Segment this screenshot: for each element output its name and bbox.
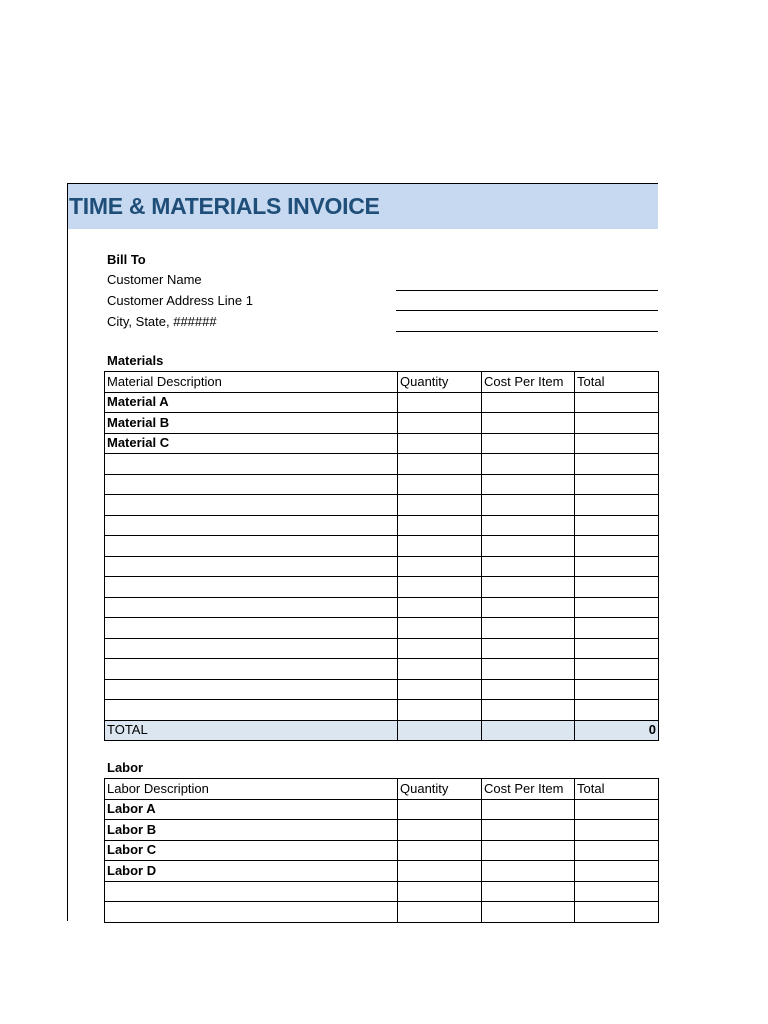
materials-total-cost-cell[interactable] (482, 720, 575, 741)
materials-description-cell[interactable] (105, 474, 398, 495)
materials-blank-row (105, 495, 659, 516)
materials-total-cell[interactable] (575, 597, 659, 618)
materials-description-cell[interactable] (105, 638, 398, 659)
materials-cost-cell[interactable] (482, 659, 575, 680)
materials-blank-row (105, 536, 659, 557)
materials-cost-cell[interactable] (482, 679, 575, 700)
materials-header-cell: Cost Per Item (482, 372, 575, 393)
city-state-line[interactable] (396, 331, 658, 332)
labor-heading: Labor (107, 760, 144, 775)
labor-cost-cell[interactable] (482, 861, 575, 882)
labor-cost-cell[interactable] (482, 881, 575, 902)
customer-address-line[interactable] (396, 310, 658, 311)
labor-header-cell: Labor Description (105, 779, 398, 800)
materials-blank-row (105, 577, 659, 598)
materials-quantity-cell[interactable] (398, 413, 482, 434)
materials-header-row (105, 372, 659, 393)
labor-total-cell[interactable] (575, 820, 659, 841)
city-state-label: City, State, ###### (107, 314, 217, 329)
materials-cost-cell[interactable] (482, 413, 575, 434)
materials-quantity-cell[interactable] (398, 577, 482, 598)
customer-name-label: Customer Name (107, 272, 202, 287)
materials-description-cell[interactable] (105, 556, 398, 577)
labor-description-cell[interactable] (105, 902, 398, 923)
labor-cost-cell[interactable] (482, 799, 575, 820)
materials-blank-row (105, 618, 659, 639)
invoice-title: TIME & MATERIALS INVOICE (69, 193, 380, 219)
materials-table (104, 371, 659, 741)
materials-blank-row (105, 556, 659, 577)
materials-description-cell[interactable] (105, 597, 398, 618)
materials-total-cell[interactable] (575, 474, 659, 495)
materials-total-cell[interactable] (575, 392, 659, 413)
materials-description-cell[interactable] (105, 515, 398, 536)
materials-cost-cell[interactable] (482, 700, 575, 721)
labor-row (105, 799, 659, 820)
materials-cost-cell[interactable] (482, 515, 575, 536)
materials-description-cell[interactable] (105, 536, 398, 557)
labor-header-cell: Quantity (398, 779, 482, 800)
materials-total-cell[interactable] (575, 413, 659, 434)
materials-total-quantity-cell[interactable] (398, 720, 482, 741)
labor-description-cell[interactable] (105, 881, 398, 902)
labor-header-cell: Total (575, 779, 659, 800)
materials-quantity-cell[interactable] (398, 515, 482, 536)
materials-blank-row (105, 659, 659, 680)
materials-total-cell[interactable] (575, 700, 659, 721)
materials-total-cell[interactable] (575, 679, 659, 700)
materials-total-cell[interactable] (575, 556, 659, 577)
materials-cost-cell[interactable] (482, 433, 575, 454)
materials-header-cell: Quantity (398, 372, 482, 393)
labor-total-cell[interactable] (575, 881, 659, 902)
materials-description-cell[interactable] (105, 700, 398, 721)
materials-description-cell[interactable] (105, 454, 398, 475)
labor-blank-row (105, 902, 659, 923)
labor-cost-cell[interactable] (482, 902, 575, 923)
materials-total-cell[interactable] (575, 433, 659, 454)
labor-header-row (105, 779, 659, 800)
materials-quantity-cell[interactable] (398, 659, 482, 680)
materials-quantity-cell[interactable] (398, 679, 482, 700)
materials-total-cell[interactable] (575, 659, 659, 680)
materials-cost-cell[interactable] (482, 495, 575, 516)
materials-quantity-cell[interactable] (398, 454, 482, 475)
materials-row (105, 433, 659, 454)
materials-cost-cell[interactable] (482, 536, 575, 557)
materials-quantity-cell[interactable] (398, 618, 482, 639)
materials-total-cell[interactable] (575, 495, 659, 516)
labor-quantity-cell[interactable] (398, 902, 482, 923)
labor-total-cell[interactable] (575, 861, 659, 882)
materials-total-row (105, 720, 659, 741)
materials-total-cell[interactable] (575, 515, 659, 536)
materials-cost-cell[interactable] (482, 577, 575, 598)
materials-description-cell[interactable] (105, 679, 398, 700)
materials-description-cell: Material A (105, 392, 398, 413)
materials-cost-cell[interactable] (482, 556, 575, 577)
materials-description-cell[interactable] (105, 659, 398, 680)
labor-blank-row (105, 881, 659, 902)
labor-description-cell: Labor D (105, 861, 398, 882)
materials-quantity-cell[interactable] (398, 392, 482, 413)
materials-quantity-cell[interactable] (398, 597, 482, 618)
invoice-frame-left-border (67, 183, 68, 921)
materials-quantity-cell[interactable] (398, 556, 482, 577)
bill-to-heading: Bill To (107, 252, 146, 267)
materials-description-cell[interactable] (105, 577, 398, 598)
customer-address-label: Customer Address Line 1 (107, 293, 253, 308)
materials-description-cell: Material C (105, 433, 398, 454)
materials-total-cell[interactable] (575, 577, 659, 598)
labor-row (105, 861, 659, 882)
materials-header-cell: Total (575, 372, 659, 393)
materials-cost-cell[interactable] (482, 618, 575, 639)
materials-cost-cell[interactable] (482, 454, 575, 475)
materials-cost-cell[interactable] (482, 638, 575, 659)
materials-total-cell[interactable] (575, 536, 659, 557)
materials-blank-row (105, 638, 659, 659)
labor-row (105, 820, 659, 841)
materials-blank-row (105, 454, 659, 475)
materials-total-value: 0 (575, 720, 659, 741)
labor-total-cell[interactable] (575, 840, 659, 861)
materials-quantity-cell[interactable] (398, 700, 482, 721)
materials-total-cell[interactable] (575, 454, 659, 475)
labor-description-cell: Labor C (105, 840, 398, 861)
materials-blank-row (105, 700, 659, 721)
materials-heading: Materials (107, 353, 164, 368)
title-band (68, 184, 658, 229)
labor-header-cell: Cost Per Item (482, 779, 575, 800)
materials-quantity-cell[interactable] (398, 433, 482, 454)
materials-row (105, 413, 659, 434)
materials-header-cell: Material Description (105, 372, 398, 393)
materials-quantity-cell[interactable] (398, 495, 482, 516)
materials-description-cell: Material B (105, 413, 398, 434)
customer-name-line[interactable] (396, 290, 658, 291)
labor-quantity-cell[interactable] (398, 881, 482, 902)
materials-quantity-cell[interactable] (398, 638, 482, 659)
labor-quantity-cell[interactable] (398, 840, 482, 861)
materials-blank-row (105, 679, 659, 700)
materials-description-cell[interactable] (105, 495, 398, 516)
materials-blank-row (105, 474, 659, 495)
labor-cost-cell[interactable] (482, 840, 575, 861)
materials-description-cell[interactable] (105, 618, 398, 639)
labor-table (104, 778, 659, 923)
materials-blank-row (105, 597, 659, 618)
labor-total-cell[interactable] (575, 799, 659, 820)
labor-cost-cell[interactable] (482, 820, 575, 841)
materials-quantity-cell[interactable] (398, 536, 482, 557)
materials-cost-cell[interactable] (482, 474, 575, 495)
materials-cost-cell[interactable] (482, 392, 575, 413)
labor-description-cell: Labor B (105, 820, 398, 841)
labor-description-cell: Labor A (105, 799, 398, 820)
materials-total-label: TOTAL (105, 720, 398, 741)
materials-blank-row (105, 515, 659, 536)
materials-total-cell[interactable] (575, 618, 659, 639)
labor-total-cell[interactable] (575, 902, 659, 923)
materials-row (105, 392, 659, 413)
labor-quantity-cell[interactable] (398, 799, 482, 820)
labor-row (105, 840, 659, 861)
labor-quantity-cell[interactable] (398, 861, 482, 882)
materials-cost-cell[interactable] (482, 597, 575, 618)
materials-quantity-cell[interactable] (398, 474, 482, 495)
materials-total-cell[interactable] (575, 638, 659, 659)
labor-quantity-cell[interactable] (398, 820, 482, 841)
